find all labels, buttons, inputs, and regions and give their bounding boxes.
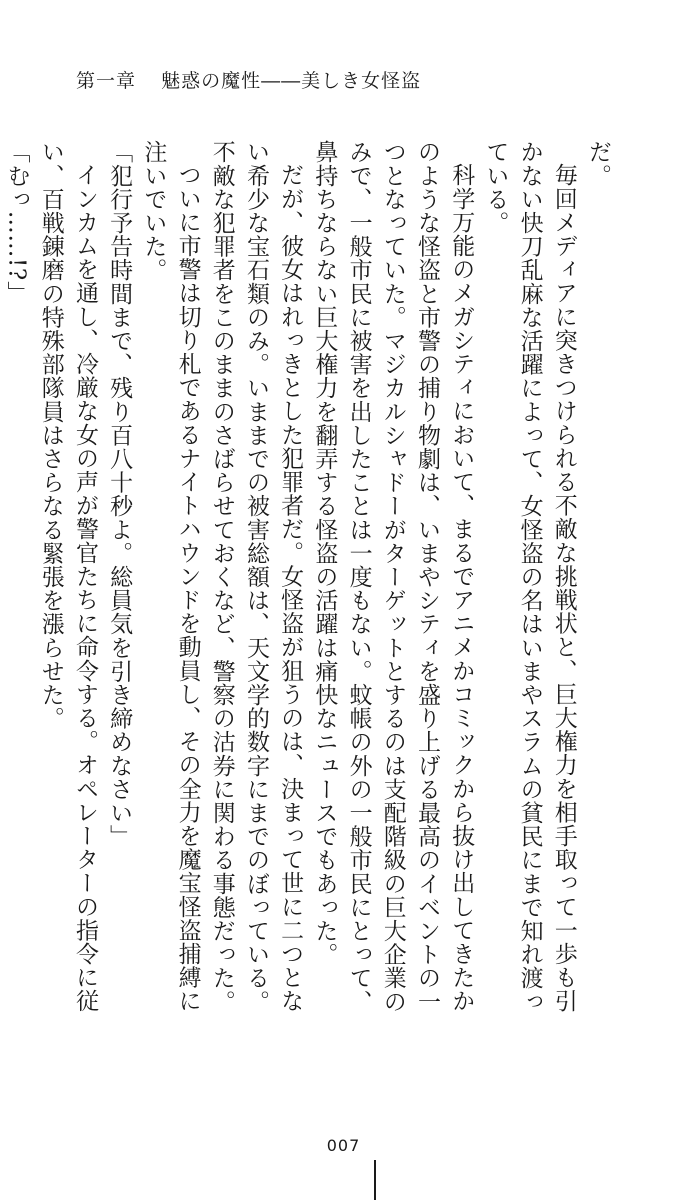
page-number: 007 [326, 1136, 361, 1155]
chapter-title: 魅惑の魔性――美しき女怪盗 [161, 70, 422, 92]
vertical-body-text [3, 140, 615, 1020]
dialogue-line: 「犯行予告時間まで、残り百八十秒よ。総員気を引き締めなさい」 [106, 140, 133, 848]
dialogue-line: 「むっ……!?」 [3, 140, 30, 305]
running-head [76, 66, 421, 93]
paragraph: 毎回メディアに突きつけられる不敵な挑戦状と、巨大権力を相手取って一歩も引かない快刀乱麻な活躍によって、女怪盗の名はいまやスラムの貧民にまで知れ渡っている。 [482, 140, 577, 1014]
paragraph: 科学万能のメガシティにおいて、まるでアニメかコミックから抜け出してきたかのような怪盗と市警の捕り物劇は、いまやシティを盛り上げる最高のイベントの一つとなっていた。マジカルシャドーがターゲットとするのは支配階級の巨大企業のみで、一般市民に被害を出したことは一度もない。蚊帳の外の一般市民にとって、鼻持ちならない巨大権力を翻弄する怪盗の活躍は痛快なニュースでもあった。 [311, 140, 475, 1014]
paragraph: だ。 [585, 140, 611, 188]
paragraph: だが、彼女はれっきとした犯罪者だ。女怪盗が狙うのは、決まって世に二つとない希少な宝石類のみ。いままでの被害総額は、天文学的数字にまでのぼっている。不敵な犯罪者をこのままのさばらせておくなど、警察の沽券に関わる事態だった。 [208, 140, 304, 1014]
page-edge-marker [374, 1160, 376, 1200]
paragraph: ついに市警は切り札であるナイトハウンドを動員し、その全力を魔宝怪盗捕縛に注いでいた。 [140, 140, 201, 1013]
chapter-number: 第一章 [76, 70, 137, 92]
paragraph: インカムを通し、冷厳な女の声が警官たちに命令する。オペレーターの指令に従い、百戦錬磨の特殊部隊員はさらなる緊張を漲らせた。 [37, 140, 98, 1013]
